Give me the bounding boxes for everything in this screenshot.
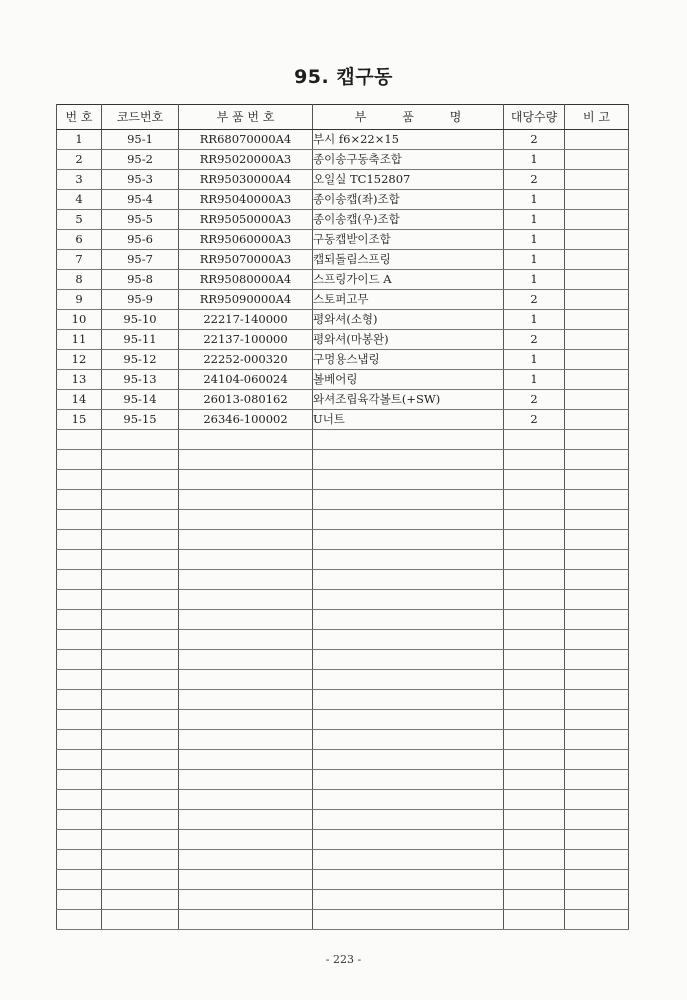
empty-table-row: [57, 790, 629, 810]
empty-cell: [313, 470, 504, 490]
cell-part-number: RR95080000A4: [179, 270, 313, 290]
empty-cell: [102, 570, 179, 590]
cell-number: 11: [57, 330, 102, 350]
empty-cell: [504, 770, 565, 790]
empty-table-row: [57, 870, 629, 890]
empty-cell: [179, 550, 313, 570]
cell-part-name: 스토퍼고무: [313, 290, 504, 310]
empty-cell: [179, 530, 313, 550]
cell-remarks: [565, 150, 629, 170]
parts-table: [56, 104, 629, 930]
cell-quantity: 2: [504, 390, 565, 410]
empty-cell: [102, 770, 179, 790]
empty-table-row: [57, 650, 629, 670]
cell-quantity: 1: [504, 370, 565, 390]
cell-part-name: 캡되돌림스프링: [313, 250, 504, 270]
cell-code: 95-8: [102, 270, 179, 290]
cell-quantity: 2: [504, 410, 565, 430]
empty-table-row: [57, 450, 629, 470]
table-row: [57, 370, 629, 390]
empty-cell: [313, 550, 504, 570]
cell-remarks: [565, 310, 629, 330]
cell-part-name: 오일실 TC152807: [313, 170, 504, 190]
empty-cell: [313, 690, 504, 710]
empty-cell: [504, 590, 565, 610]
table-row: [57, 230, 629, 250]
table-row: [57, 390, 629, 410]
empty-cell: [57, 550, 102, 570]
empty-cell: [57, 570, 102, 590]
empty-cell: [102, 730, 179, 750]
table-row: [57, 350, 629, 370]
table-row: [57, 410, 629, 430]
table-row: [57, 250, 629, 270]
cell-code: 95-3: [102, 170, 179, 190]
empty-cell: [179, 490, 313, 510]
cell-code: 95-9: [102, 290, 179, 310]
table-row: [57, 170, 629, 190]
cell-part-number: 26346-100002: [179, 410, 313, 430]
empty-cell: [565, 630, 629, 650]
empty-cell: [313, 530, 504, 550]
cell-part-number: 26013-080162: [179, 390, 313, 410]
empty-table-row: [57, 590, 629, 610]
empty-table-row: [57, 470, 629, 490]
empty-cell: [504, 670, 565, 690]
empty-table-row: [57, 850, 629, 870]
cell-part-name: 구멍용스냅링: [313, 350, 504, 370]
cell-remarks: [565, 130, 629, 150]
cell-part-number: 22217-140000: [179, 310, 313, 330]
cell-part-name: 종이송캡(우)조합: [313, 210, 504, 230]
empty-cell: [565, 590, 629, 610]
cell-remarks: [565, 230, 629, 250]
cell-part-name: 부시 f6×22×15: [313, 130, 504, 150]
cell-number: 4: [57, 190, 102, 210]
cell-part-name: 구동캡받이조합: [313, 230, 504, 250]
empty-cell: [313, 770, 504, 790]
cell-remarks: [565, 190, 629, 210]
cell-part-name: 종이송구동축조합: [313, 150, 504, 170]
cell-quantity: 1: [504, 350, 565, 370]
empty-cell: [179, 890, 313, 910]
empty-cell: [179, 670, 313, 690]
empty-cell: [565, 770, 629, 790]
table-row: [57, 150, 629, 170]
empty-cell: [504, 870, 565, 890]
cell-part-name: U너트: [313, 410, 504, 430]
empty-cell: [504, 890, 565, 910]
cell-code: 95-7: [102, 250, 179, 270]
cell-number: 15: [57, 410, 102, 430]
empty-cell: [504, 490, 565, 510]
empty-cell: [102, 830, 179, 850]
empty-table-row: [57, 750, 629, 770]
empty-cell: [102, 610, 179, 630]
empty-cell: [179, 450, 313, 470]
empty-table-row: [57, 830, 629, 850]
empty-cell: [179, 850, 313, 870]
empty-cell: [565, 530, 629, 550]
empty-cell: [565, 650, 629, 670]
empty-cell: [565, 670, 629, 690]
empty-cell: [57, 630, 102, 650]
empty-cell: [565, 490, 629, 510]
table-row: [57, 310, 629, 330]
empty-cell: [565, 890, 629, 910]
empty-cell: [313, 610, 504, 630]
header-number: 번 호: [57, 105, 102, 130]
cell-code: 95-5: [102, 210, 179, 230]
cell-code: 95-11: [102, 330, 179, 350]
cell-quantity: 1: [504, 210, 565, 230]
cell-part-number: RR95070000A3: [179, 250, 313, 270]
empty-cell: [179, 470, 313, 490]
empty-cell: [179, 830, 313, 850]
header-part-name: 부 품 명: [313, 105, 504, 130]
cell-remarks: [565, 350, 629, 370]
empty-cell: [565, 750, 629, 770]
cell-part-name: 종이송캡(좌)조합: [313, 190, 504, 210]
empty-cell: [504, 610, 565, 630]
empty-cell: [179, 910, 313, 930]
cell-number: 13: [57, 370, 102, 390]
empty-cell: [57, 750, 102, 770]
empty-cell: [565, 870, 629, 890]
empty-cell: [504, 630, 565, 650]
empty-cell: [102, 690, 179, 710]
cell-number: 8: [57, 270, 102, 290]
cell-code: 95-12: [102, 350, 179, 370]
empty-cell: [504, 850, 565, 870]
empty-cell: [102, 790, 179, 810]
cell-code: 95-15: [102, 410, 179, 430]
cell-code: 95-10: [102, 310, 179, 330]
empty-cell: [565, 570, 629, 590]
empty-table-row: [57, 670, 629, 690]
cell-part-number: 24104-060024: [179, 370, 313, 390]
empty-cell: [57, 890, 102, 910]
empty-cell: [313, 710, 504, 730]
cell-part-number: RR95040000A3: [179, 190, 313, 210]
empty-table-row: [57, 630, 629, 650]
empty-cell: [504, 430, 565, 450]
cell-quantity: 1: [504, 230, 565, 250]
empty-cell: [313, 450, 504, 470]
empty-cell: [504, 530, 565, 550]
empty-cell: [179, 690, 313, 710]
empty-cell: [102, 430, 179, 450]
empty-cell: [504, 450, 565, 470]
empty-cell: [102, 850, 179, 870]
empty-cell: [57, 670, 102, 690]
empty-cell: [504, 570, 565, 590]
cell-remarks: [565, 410, 629, 430]
empty-cell: [102, 750, 179, 770]
cell-code: 95-14: [102, 390, 179, 410]
cell-number: 14: [57, 390, 102, 410]
empty-cell: [102, 910, 179, 930]
cell-quantity: 2: [504, 330, 565, 350]
cell-part-number: 22137-100000: [179, 330, 313, 350]
cell-quantity: 2: [504, 130, 565, 150]
empty-cell: [102, 630, 179, 650]
cell-remarks: [565, 250, 629, 270]
cell-part-number: RR95050000A3: [179, 210, 313, 230]
empty-cell: [57, 830, 102, 850]
header-part-number: 부 품 번 호: [179, 105, 313, 130]
empty-table-row: [57, 730, 629, 750]
cell-code: 95-6: [102, 230, 179, 250]
empty-cell: [102, 590, 179, 610]
cell-remarks: [565, 170, 629, 190]
empty-cell: [313, 730, 504, 750]
empty-cell: [179, 790, 313, 810]
empty-cell: [504, 510, 565, 530]
empty-table-row: [57, 430, 629, 450]
cell-remarks: [565, 210, 629, 230]
cell-number: 9: [57, 290, 102, 310]
empty-cell: [565, 830, 629, 850]
empty-cell: [57, 870, 102, 890]
cell-quantity: 1: [504, 270, 565, 290]
empty-cell: [565, 710, 629, 730]
empty-table-row: [57, 610, 629, 630]
empty-cell: [504, 910, 565, 930]
cell-number: 2: [57, 150, 102, 170]
empty-cell: [313, 790, 504, 810]
empty-cell: [179, 730, 313, 750]
cell-number: 6: [57, 230, 102, 250]
empty-cell: [565, 910, 629, 930]
empty-table-row: [57, 810, 629, 830]
empty-cell: [313, 510, 504, 530]
empty-cell: [179, 650, 313, 670]
cell-number: 12: [57, 350, 102, 370]
empty-cell: [57, 910, 102, 930]
empty-cell: [565, 550, 629, 570]
empty-cell: [179, 870, 313, 890]
cell-part-number: 22252-000320: [179, 350, 313, 370]
cell-quantity: 1: [504, 250, 565, 270]
empty-cell: [504, 550, 565, 570]
empty-cell: [57, 770, 102, 790]
empty-table-row: [57, 690, 629, 710]
empty-cell: [565, 470, 629, 490]
cell-code: 95-1: [102, 130, 179, 150]
empty-cell: [57, 790, 102, 810]
empty-cell: [179, 810, 313, 830]
empty-cell: [57, 810, 102, 830]
empty-cell: [313, 830, 504, 850]
cell-code: 95-2: [102, 150, 179, 170]
cell-part-number: RR95030000A4: [179, 170, 313, 190]
empty-cell: [57, 430, 102, 450]
cell-part-number: RR95020000A3: [179, 150, 313, 170]
empty-cell: [313, 630, 504, 650]
cell-remarks: [565, 390, 629, 410]
cell-number: 7: [57, 250, 102, 270]
table-row: [57, 330, 629, 350]
empty-cell: [102, 470, 179, 490]
empty-cell: [57, 650, 102, 670]
empty-cell: [313, 590, 504, 610]
cell-number: 5: [57, 210, 102, 230]
cell-part-number: RR68070000A4: [179, 130, 313, 150]
empty-cell: [102, 490, 179, 510]
cell-quantity: 1: [504, 190, 565, 210]
table-row: [57, 210, 629, 230]
cell-part-name: 볼베어링: [313, 370, 504, 390]
cell-remarks: [565, 370, 629, 390]
empty-cell: [57, 530, 102, 550]
header-quantity: 대당수량: [504, 105, 565, 130]
empty-cell: [102, 550, 179, 570]
empty-cell: [179, 430, 313, 450]
empty-cell: [313, 870, 504, 890]
cell-number: 10: [57, 310, 102, 330]
empty-cell: [57, 590, 102, 610]
empty-table-row: [57, 890, 629, 910]
empty-cell: [102, 870, 179, 890]
empty-cell: [102, 530, 179, 550]
empty-cell: [565, 510, 629, 530]
cell-part-name: 와셔조립육각볼트(+SW): [313, 390, 504, 410]
empty-cell: [179, 570, 313, 590]
page-number: - 223 -: [325, 953, 362, 966]
empty-cell: [57, 470, 102, 490]
cell-remarks: [565, 330, 629, 350]
page-title: 95. 캡구동: [294, 66, 393, 88]
empty-cell: [565, 810, 629, 830]
cell-quantity: 2: [504, 170, 565, 190]
cell-part-name: 스프링가이드 A: [313, 270, 504, 290]
empty-cell: [565, 610, 629, 630]
empty-table-row: [57, 530, 629, 550]
empty-cell: [313, 490, 504, 510]
empty-table-row: [57, 570, 629, 590]
cell-part-number: RR95090000A4: [179, 290, 313, 310]
empty-cell: [565, 690, 629, 710]
empty-cell: [504, 790, 565, 810]
empty-cell: [313, 750, 504, 770]
cell-quantity: 1: [504, 150, 565, 170]
header-remarks: 비 고: [565, 105, 629, 130]
empty-cell: [179, 630, 313, 650]
empty-cell: [179, 710, 313, 730]
empty-table-row: [57, 770, 629, 790]
header-code: 코드번호: [102, 105, 179, 130]
empty-table-row: [57, 550, 629, 570]
cell-part-number: RR95060000A3: [179, 230, 313, 250]
empty-cell: [313, 890, 504, 910]
empty-cell: [57, 710, 102, 730]
empty-table-row: [57, 910, 629, 930]
cell-number: 3: [57, 170, 102, 190]
empty-cell: [102, 890, 179, 910]
empty-cell: [179, 590, 313, 610]
empty-cell: [102, 510, 179, 530]
empty-cell: [504, 690, 565, 710]
table-row: [57, 290, 629, 310]
empty-cell: [102, 710, 179, 730]
cell-quantity: 2: [504, 290, 565, 310]
empty-cell: [102, 810, 179, 830]
empty-cell: [313, 650, 504, 670]
empty-cell: [179, 770, 313, 790]
empty-cell: [504, 710, 565, 730]
empty-cell: [504, 730, 565, 750]
table-row: [57, 270, 629, 290]
empty-table-row: [57, 490, 629, 510]
empty-cell: [565, 430, 629, 450]
empty-cell: [565, 730, 629, 750]
empty-table-row: [57, 510, 629, 530]
cell-remarks: [565, 290, 629, 310]
empty-cell: [313, 570, 504, 590]
table-header-row: [57, 105, 629, 130]
empty-cell: [313, 810, 504, 830]
empty-cell: [57, 730, 102, 750]
empty-cell: [57, 850, 102, 870]
empty-cell: [179, 510, 313, 530]
empty-cell: [504, 830, 565, 850]
empty-cell: [565, 790, 629, 810]
empty-cell: [102, 650, 179, 670]
cell-quantity: 1: [504, 310, 565, 330]
cell-code: 95-4: [102, 190, 179, 210]
empty-cell: [313, 670, 504, 690]
empty-table-row: [57, 710, 629, 730]
table-row: [57, 130, 629, 150]
empty-cell: [179, 750, 313, 770]
empty-cell: [504, 650, 565, 670]
empty-cell: [57, 610, 102, 630]
empty-cell: [102, 450, 179, 470]
cell-part-name: 평와셔(마봉완): [313, 330, 504, 350]
empty-cell: [565, 850, 629, 870]
empty-cell: [504, 470, 565, 490]
cell-remarks: [565, 270, 629, 290]
empty-cell: [504, 750, 565, 770]
empty-cell: [57, 510, 102, 530]
empty-cell: [565, 450, 629, 470]
empty-cell: [313, 910, 504, 930]
empty-cell: [179, 610, 313, 630]
cell-part-name: 평와셔(소형): [313, 310, 504, 330]
empty-cell: [57, 450, 102, 470]
cell-code: 95-13: [102, 370, 179, 390]
empty-cell: [313, 430, 504, 450]
empty-cell: [57, 690, 102, 710]
empty-cell: [504, 810, 565, 830]
empty-cell: [102, 670, 179, 690]
empty-cell: [313, 850, 504, 870]
empty-cell: [57, 490, 102, 510]
cell-number: 1: [57, 130, 102, 150]
table-row: [57, 190, 629, 210]
